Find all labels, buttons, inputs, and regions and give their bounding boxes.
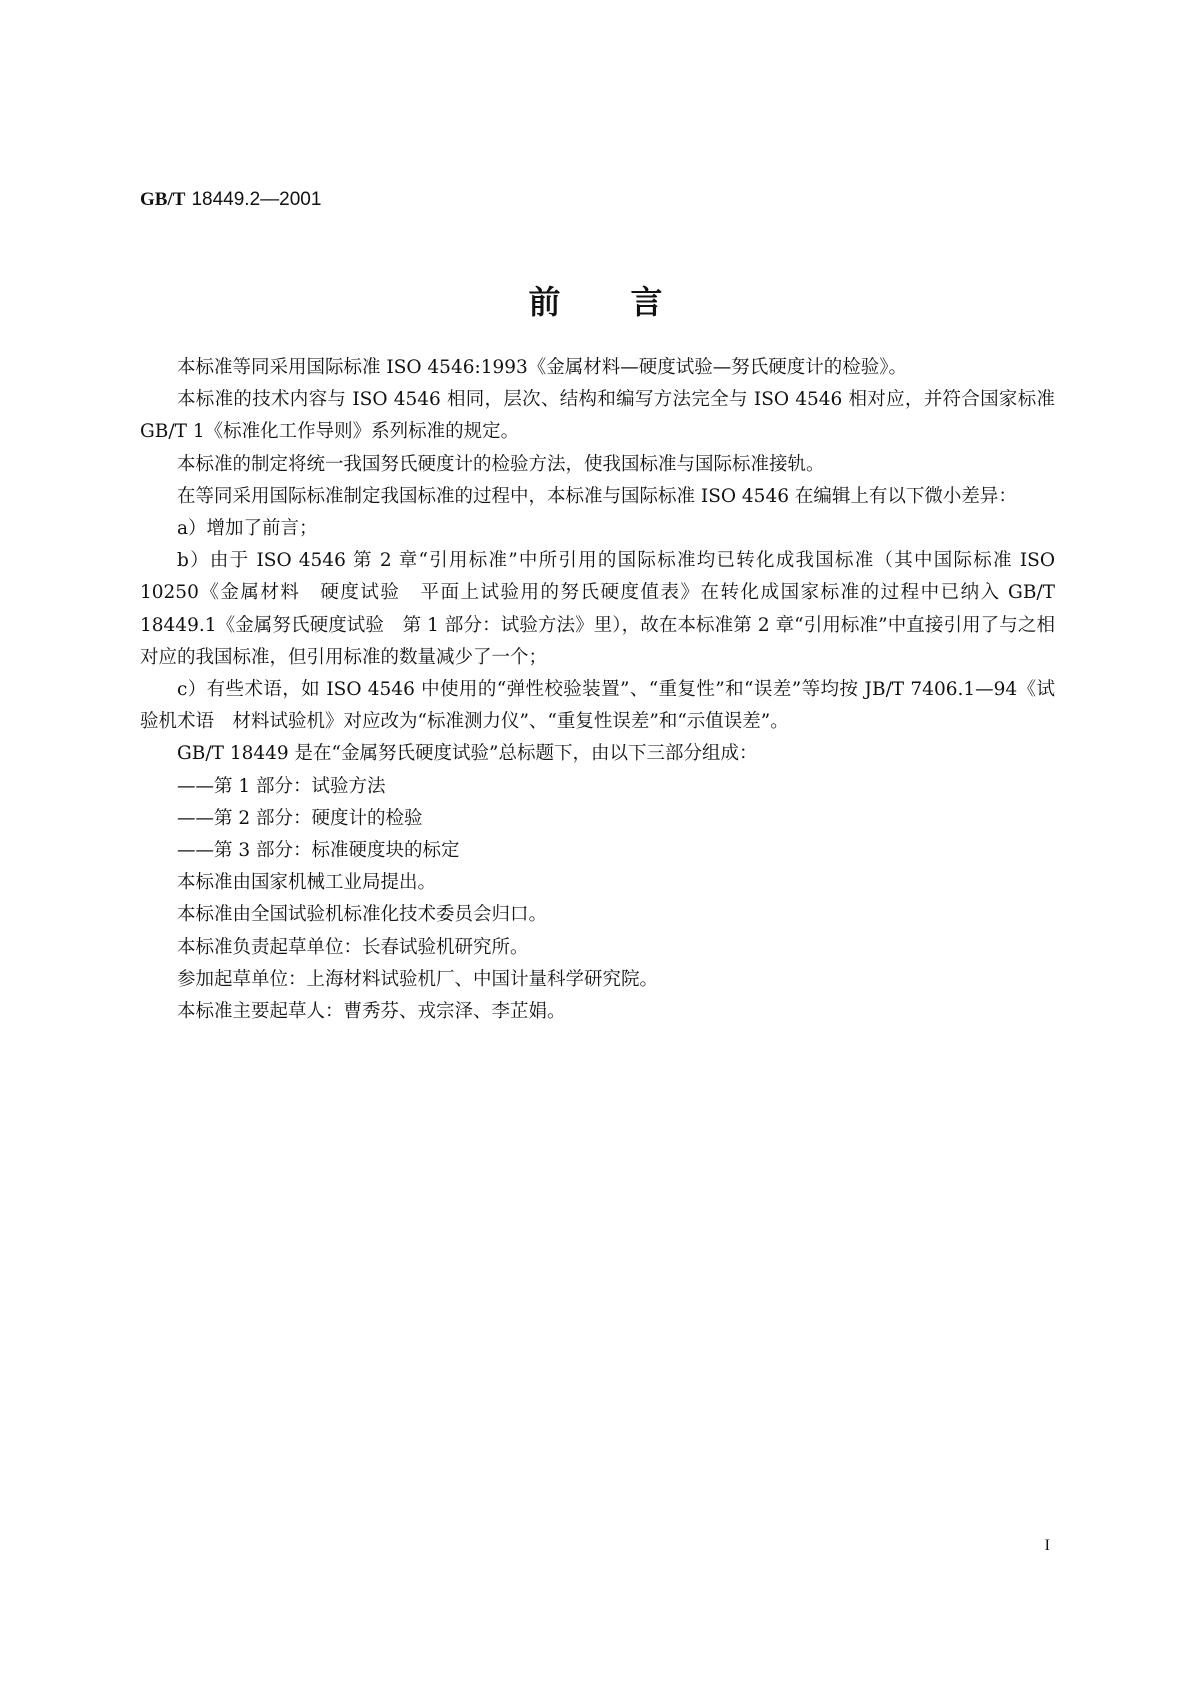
paragraph-main-drafters: 本标准主要起草人：曹秀芬、戎宗泽、李芷娟。	[177, 1001, 566, 1023]
page-title: 前言	[528, 283, 733, 321]
foreword-body	[140, 352, 1055, 1028]
paragraph-participating-units: 参加起草单位：上海材料试验机厂、中国计量科学研究院。	[177, 968, 659, 990]
paragraph-committee: 本标准由全国试验机标准化技术委员会归口。	[177, 904, 548, 926]
list-item-difference-b: b）由于 ISO 4546 第 2 章“引用标准”中所引用的国际标准均已转化成我国标准（其中国际标准 ISO 10250《金属材料 硬度试验 平面上试验用的努氏硬度值表》在转化成国家标准的过程中已纳入 GB/T 18449.1《金属努氏硬度试验 第 1 部分：试验方法》里），故在本标准第 2 章“引用标准”中直接引用了与之相对应的我国标准，但引用标准的数量减少了一个；	[140, 550, 1055, 668]
list-item-difference-a: a）增加了前言；	[177, 518, 318, 540]
list-item-part-3: ——第 3 部分：标准硬度块的标定	[177, 840, 460, 862]
list-item-part-1: ——第 1 部分：试验方法	[177, 775, 386, 797]
paragraph-proposer: 本标准由国家机械工业局提出。	[177, 872, 437, 894]
paragraph-lead-drafter-unit: 本标准负责起草单位：长春试验机研究所。	[177, 936, 529, 958]
list-item-difference-c: c）有些术语，如 ISO 4546 中使用的“弹性校验装置”、“重复性”和“误差”等均按 JB/T 7406.1—94《试验机术语 材料试验机》对应改为“标准测力仪”、“重复性误差”和“示值误差”。	[140, 679, 1055, 733]
list-item-part-2: ——第 2 部分：硬度计的检验	[177, 807, 423, 829]
paragraph-technical-content: 本标准的技术内容与 ISO 4546 相同，层次、结构和编写方法完全与 ISO 4546 相对应，并符合国家标准 GB/T 1《标准化工作导则》系列标准的规定。	[140, 389, 1055, 443]
paragraph-adoption: 本标准等同采用国际标准 ISO 4546:1993《金属材料—硬度试验—努氏硬度计的检验》。	[177, 357, 908, 378]
standard-code-prefix: GB/T	[140, 189, 186, 210]
page-number: I	[1044, 1537, 1050, 1554]
paragraph-differences-intro: 在等同采用国际标准制定我国标准的过程中，本标准与国际标准 ISO 4546 在编辑上有以下微小差异：	[177, 485, 1017, 507]
standard-code-number: 18449.2—2001	[191, 189, 322, 210]
paragraph-purpose: 本标准的制定将统一我国努氏硬度计的检验方法，使我国标准与国际标准接轨。	[177, 453, 825, 475]
standard-code	[140, 188, 321, 211]
paragraph-parts-intro: GB/T 18449 是在“金属努氏硬度试验”总标题下，由以下三部分组成：	[177, 743, 758, 765]
